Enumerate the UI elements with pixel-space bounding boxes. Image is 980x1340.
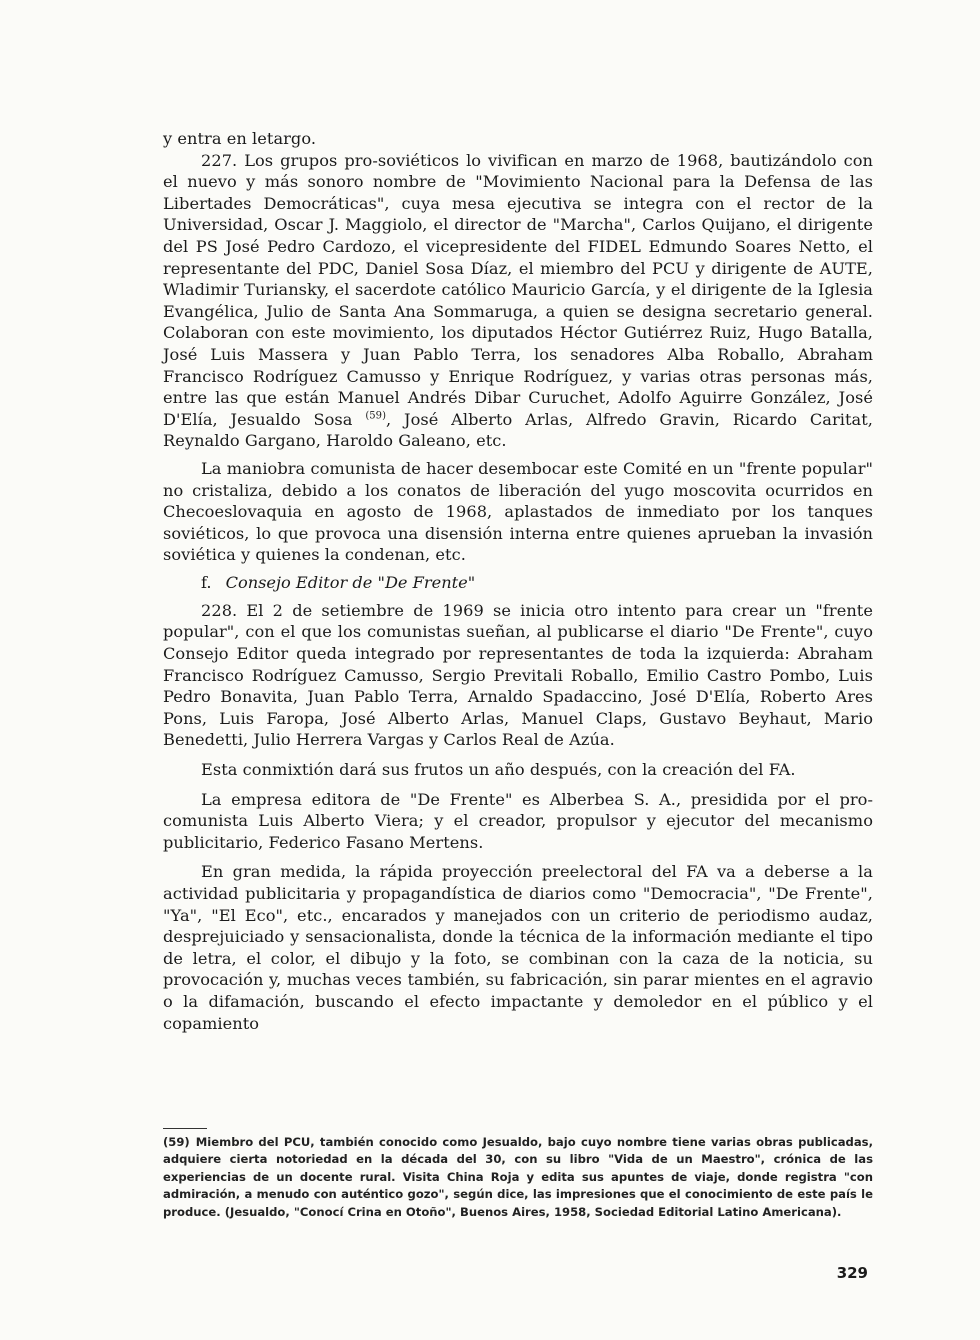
footnote-number: (59) (163, 1135, 190, 1149)
footnote-divider (163, 1128, 207, 1129)
paragraph-empresa-editora: La empresa editora de "De Frente" es Alberbea S. A., presidida por el pro-comunista Luis Alberto Viera; y el creador, propulsor y ejecutor del mecanismo publicitario, Federico Fasano Mertens. (163, 789, 873, 852)
section-title: Consejo Editor de "De Frente" (225, 572, 476, 592)
footnote-reference-59[interactable]: (59) (365, 410, 387, 422)
paragraph-conmixtion: Esta conmixtión dará sus frutos un año después, con la creación del FA. (201, 760, 796, 780)
paragraph-228: 228. El 2 de setiembre de 1969 se inicia otro intento para crear un "frente popular", con el que los comunistas sueñan, al publicarse el diario "De Frente", cuyo Consejo Editor queda integrado por representantes de toda la izquierda: Abraham Francisco Rodríguez Camusso, Sergio Previtali Roballo, Emilio Castro Pombo, Luis Pedro Bonavita, Juan Pablo Terra, Arnaldo Spadaccino, José D'Elía, Roberto Ares Pons, Luis Faropa, José Alberto Arlas, Manuel Claps, Gustavo Beyhaut, Mario Benedetti, Julio Herrera Vargas y Carlos Real de Azúa. (163, 600, 873, 750)
footnote-59 (163, 1134, 873, 1221)
paragraph-proyeccion: En gran medida, la rápida proyección preelectoral del FA va a deberse a la actividad publicitaria y propagandística de diarios como "Democracia", "De Frente", "Ya", "El Eco", etc., encarados y manejados con un criterio de periodismo audaz, desprejuiciado y sensacionalista, donde la técnica de la información mediante el tipo de letra, el color, el dibujo y la foto, se combinan con la caza de la noticia, su provocación y, muchas veces también, su fabricación, sin parar mientes en el agravio o la difamación, buscando el efecto impactante y demoledor en el público y el copamiento (163, 862, 873, 1033)
paragraph-227-tail: , José Alberto Arlas, Alfredo Gravin, Ricardo Caritat, Reynaldo Gargano, Haroldo Galeano, etc. (163, 409, 873, 451)
paragraph-frente-popular: La maniobra comunista de hacer desembocar este Comité en un "frente popular" no cristaliza, debido a los conatos de liberación del yugo moscovita ocurridos en Checoeslovaquia en agosto de 1968, aplastados de inmediato por los tanques soviéticos, lo que provoca una disensión interna entre quienes aprueban la invasión soviética y quienes la condenan, etc. (163, 458, 873, 565)
section-letter: f. (201, 572, 212, 592)
page-body (163, 128, 873, 1034)
page-number: 329 (836, 1264, 868, 1282)
paragraph-227 (163, 150, 873, 452)
paragraph-continuation: y entra en letargo. (163, 129, 317, 148)
paragraph-227-text: 227. Los grupos pro-soviéticos lo vivifican en marzo de 1968, bautizándolo con el nuevo y más sonoro nombre de "Movimiento Nacional para la Defensa de las Libertades Democráticas", cuya mesa ejecutiva se integra con el rector de la Universidad, Oscar J. Maggiolo, el director de "Marcha", Carlos Quijano, el dirigente del PS José Pedro Cardozo, el vicepresidente del FIDEL Edmundo Soares Netto, el representante del PDC, Daniel Sosa Díaz, el miembro del PCU y dirigente de AUTE, Wladimir Turiansky, el sacerdote católico Mauricio García, y el dirigente de la Iglesia Evangélica, Julio de Santa Ana Sommaruga, a quien se designa secretario general. Colaboran con este movimiento, los diputados Héctor Gutiérrez Ruiz, Hugo Batalla, José Luis Massera y Juan Pablo Terra, los senadores Alba Roballo, Abraham Francisco Rodríguez Camusso y Enrique Rodríguez, y varias otras personas más, entre las que están Manuel Andrés Dibar Curuchet, Adolfo Aguirre González, José D'Elía, Jesualdo Sosa (163, 150, 873, 429)
footnote-text: Miembro del PCU, también conocido como Jesualdo, bajo cuyo nombre tiene varias obras publicadas, adquiere cierta notoriedad en la década del 30, con su libro "Vida de un Maestro", crónica de las experiencias de un docente rural. Visita China Roja y edita sus apuntes de viaje, donde registra "con admiración, a menudo con auténtico gozo", según dice, las impresiones que el conocimiento de este país le produce. (Jesualdo, "Conocí Crina en Otoño", Buenos Aires, 1958, Sociedad Editorial Latino Americana). (163, 1135, 873, 1219)
section-heading (163, 572, 873, 594)
